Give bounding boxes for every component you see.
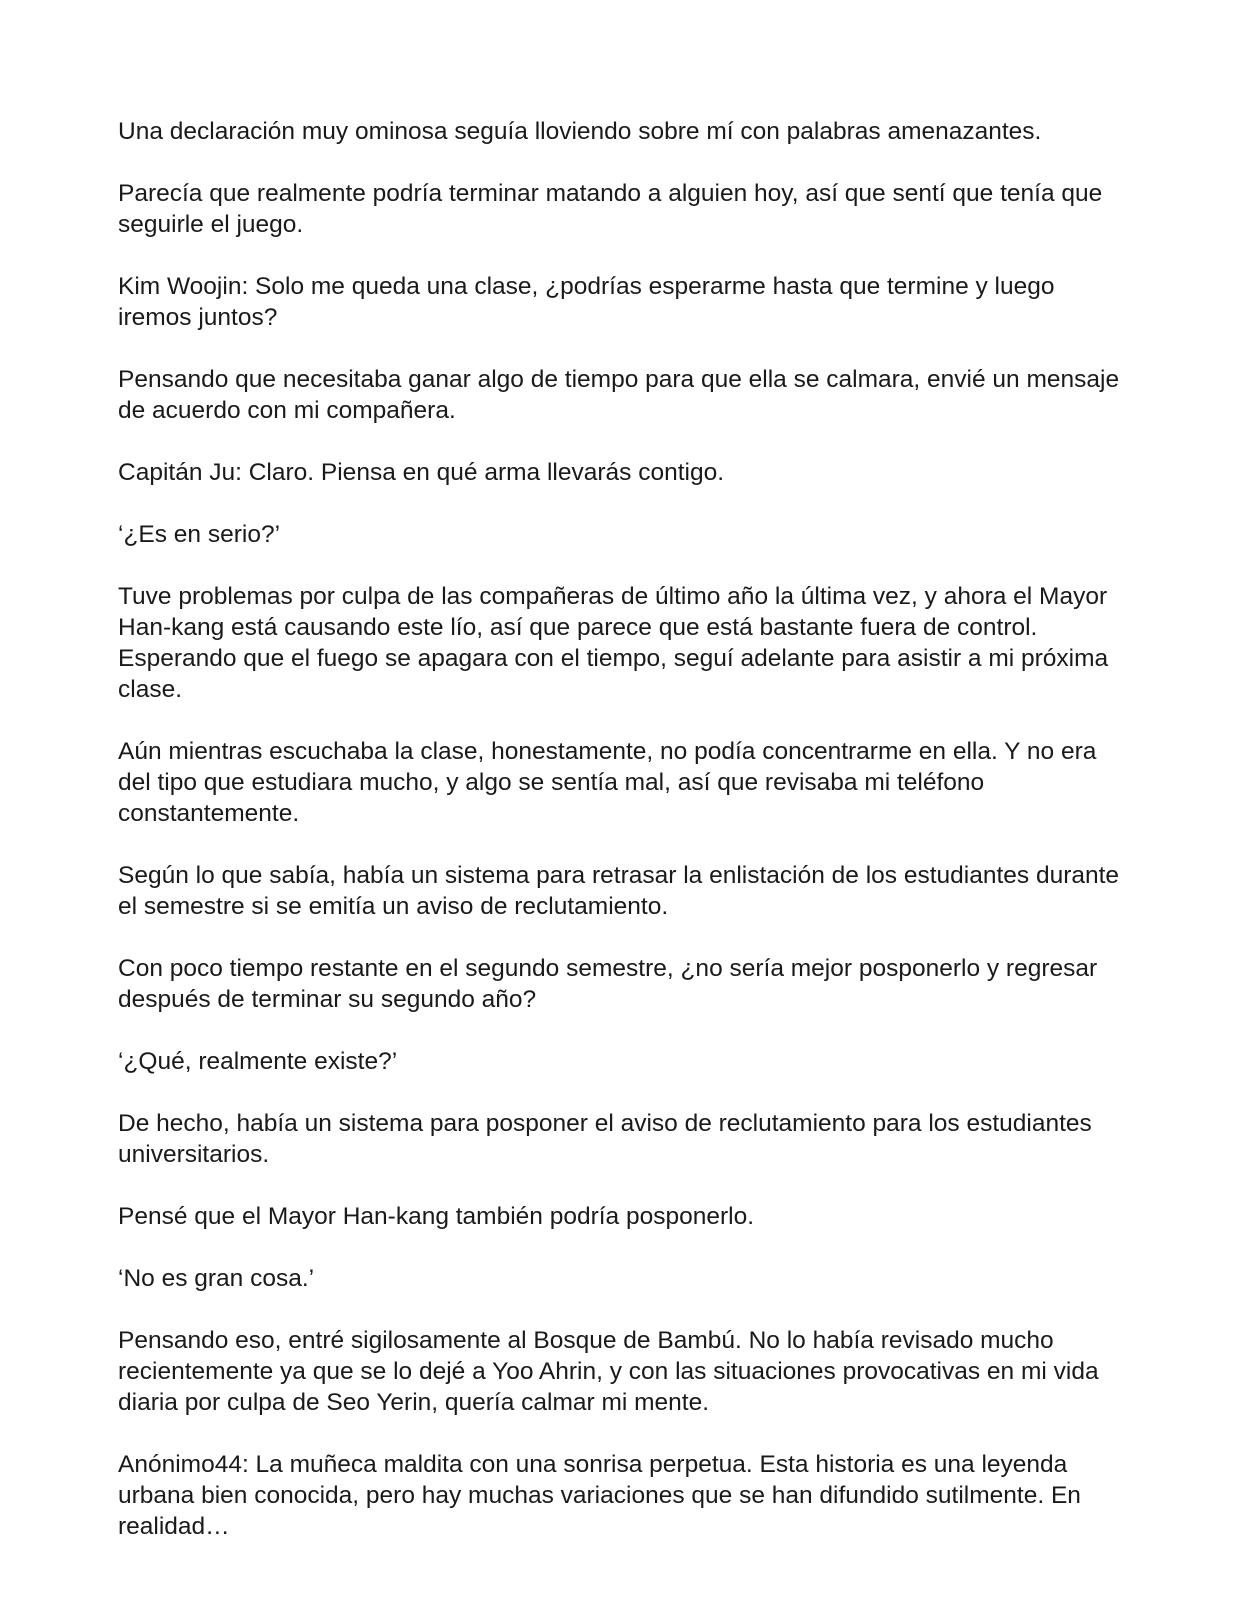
paragraph: Pensando eso, entré sigilosamente al Bosque de Bambú. No lo había revisado mucho recientemente ya que se lo dejé a Yoo Ahrin, y con las situaciones provocativas en mi vida diaria por culpa de Seo Yerin, quería calmar mi mente. bbox=[118, 1327, 1099, 1416]
paragraph: ‘No es gran cosa.’ bbox=[118, 1265, 315, 1292]
paragraph: Parecía que realmente podría terminar matando a alguien hoy, así que sentí que tenía que seguirle el juego. bbox=[118, 180, 1103, 238]
paragraph: De hecho, había un sistema para posponer el aviso de reclutamiento para los estudiantes universitarios. bbox=[118, 1110, 1092, 1168]
document-body bbox=[118, 116, 1128, 1542]
paragraph: Pensé que el Mayor Han-kang también podría posponerlo. bbox=[118, 1203, 755, 1230]
paragraph: Pensando que necesitaba ganar algo de tiempo para que ella se calmara, envié un mensaje de acuerdo con mi compañera. bbox=[118, 366, 1120, 424]
paragraph: Tuve problemas por culpa de las compañeras de último año la última vez, y ahora el Mayor Han-kang está causando este lío, así que parece que está bastante fuera de control. Esperando que el fuego se apagara con el tiempo, seguí adelante para asistir a mi próxima clase. bbox=[118, 583, 1109, 703]
paragraph: Capitán Ju: Claro. Piensa en qué arma llevarás contigo. bbox=[118, 459, 725, 486]
paragraph: Una declaración muy ominosa seguía lloviendo sobre mí con palabras amenazantes. bbox=[118, 118, 1042, 145]
paragraph: ‘¿Qué, realmente existe?’ bbox=[118, 1048, 398, 1075]
paragraph: ‘¿Es en serio?’ bbox=[118, 521, 281, 548]
paragraph: Con poco tiempo restante en el segundo semestre, ¿no sería mejor posponerlo y regresar después de terminar su segundo año? bbox=[118, 955, 1098, 1013]
paragraph: Anónimo44: La muñeca maldita con una sonrisa perpetua. Esta historia es una leyenda urbana bien conocida, pero hay muchas variaciones que se han difundido sutilmente. En realidad… bbox=[118, 1451, 1081, 1540]
paragraph: Aún mientras escuchaba la clase, honestamente, no podía concentrarme en ella. Y no era del tipo que estudiara mucho, y algo se sentía mal, así que revisaba mi teléfono constantemente. bbox=[118, 738, 1097, 827]
paragraph: Según lo que sabía, había un sistema para retrasar la enlistación de los estudiantes durante el semestre si se emitía un aviso de reclutamiento. bbox=[118, 862, 1120, 920]
paragraph: Kim Woojin: Solo me queda una clase, ¿podrías esperarme hasta que termine y luego iremos juntos? bbox=[118, 273, 1055, 331]
